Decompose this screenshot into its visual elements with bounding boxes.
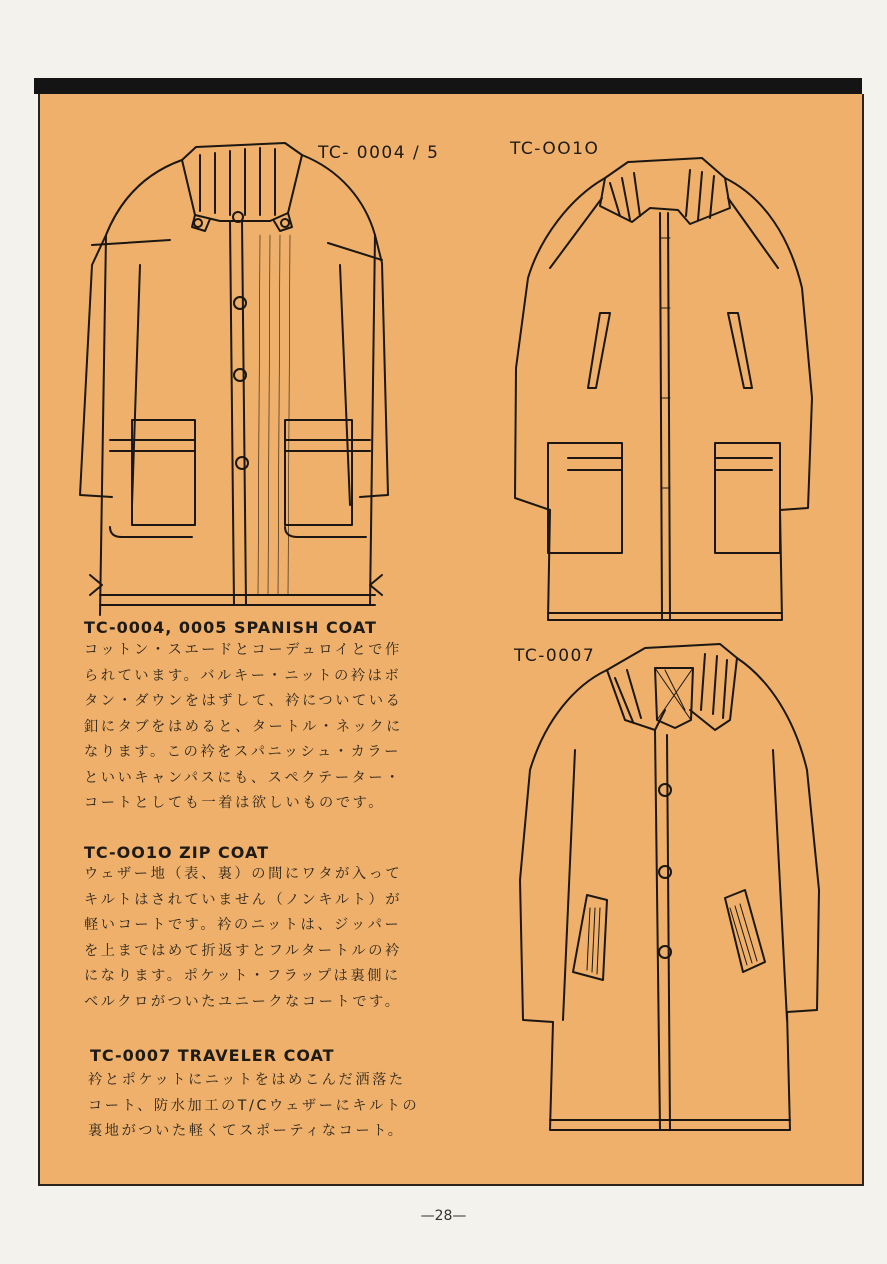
spanish-coat-description (84, 638, 403, 817)
description-line: コート、防水加工のT/Cウェザーにキルトの (88, 1097, 420, 1114)
description-line: 釦にタブをはめると、タートル・ネックに (84, 718, 403, 735)
description-line: といいキャンパスにも、スペクテーター・ (84, 769, 402, 786)
description-line: 裏地がついた軽くてスポーティなコート。 (88, 1123, 405, 1139)
description-line: を上まではめて折返すとフルタートルの衿 (84, 942, 402, 959)
spanish-coat-illustration (70, 135, 400, 615)
code-label-spanish-coat: TC- 0004 / 5 (318, 143, 440, 163)
header-bar (34, 78, 862, 94)
description-line: られています。バルキー・ニットの衿はボ (84, 667, 402, 684)
description-line: ウェザー地（表、裏）の間にワタが入って (84, 866, 403, 882)
description-line: コットン・スエードとコーデュロイとで作 (84, 642, 402, 658)
description-line: ベルクロがついたユニークなコートです。 (84, 993, 402, 1010)
description-line: になります。ポケット・フラップは裏側に (84, 968, 401, 984)
description-line: タン・ダウンをはずして、衿についている (84, 693, 403, 709)
zip-coat-description (84, 862, 402, 1015)
code-label-traveler-coat: TC-0007 (514, 646, 596, 666)
code-label-zip-coat: TC-OO1O (510, 139, 600, 159)
traveler-coat-illustration (515, 640, 825, 1135)
description-line: なります。この衿をスパニッシュ・カラー (84, 744, 401, 760)
description-line: コートとしても一着は欲しいものです。 (84, 795, 386, 811)
traveler-coat-heading: TC-0007 TRAVELER COAT (90, 1046, 335, 1065)
description-line: 衿とポケットにニットをはめこんだ洒落た (88, 1072, 406, 1088)
page-number: —28— (420, 1208, 467, 1224)
spanish-coat-heading: TC-0004, 0005 SPANISH COAT (84, 618, 377, 637)
description-line: キルトはされていません（ノンキルト）が (84, 891, 403, 908)
traveler-coat-description (88, 1068, 419, 1145)
description-line: 軽いコートです。衿のニットは、ジッパー (84, 917, 402, 933)
zip-coat-illustration (510, 158, 815, 623)
zip-coat-heading: TC-OO1O ZIP COAT (84, 843, 269, 862)
